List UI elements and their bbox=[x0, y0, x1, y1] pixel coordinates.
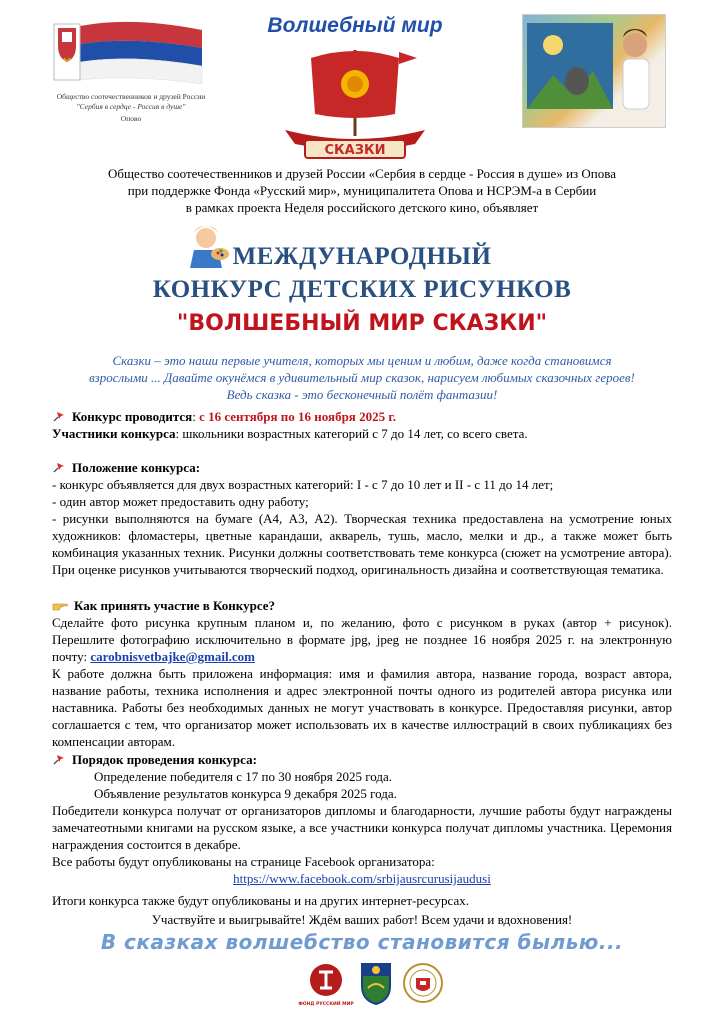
dates-line: Конкурс проводится: с 16 сентября по 16 ноября 2025 г. bbox=[52, 408, 672, 425]
pushpin-icon bbox=[52, 410, 66, 422]
intro-line-2: при поддержке Фонда «Русский мир», муниципалитета Опова и НСРЭМ-а в Сербии bbox=[127, 183, 597, 198]
logo-title: Волшебный мир bbox=[267, 14, 443, 37]
org-caption-line-2: "Сербия в сердце - Россия в душе" bbox=[76, 102, 186, 111]
dates-value: с 16 сентября по 16 ноября 2025 г. bbox=[199, 409, 397, 424]
pointing-hand-icon bbox=[52, 599, 68, 611]
heading-line-1: МЕЖДУНАРОДНЫЙ bbox=[232, 243, 492, 270]
participate-text-1: Сделайте фото рисунка крупным планом и, по желанию, фото с рисунком в руках (автор + рисунок). Перешлите фотографию исключительно в формате jpg, jpeg не позднее 16 ноября 2025 г. на электронную почту: carobnisvetbajke@gmail.com bbox=[52, 615, 672, 664]
russky-mir-fund-logo bbox=[298, 962, 354, 1008]
rules-title: Положение конкурса: bbox=[52, 459, 672, 476]
procedure-text: Победители конкурса получат от организаторов дипломы и благодарности, лучшие работы будут награждены замечатеотными книгами на русском языке, а все участники конкурса получат дипломы участника. Церемония награждения состоится в декабре. bbox=[52, 803, 672, 852]
svg-text:ФОНД РУССКИЙ МИР: ФОНД РУССКИЙ МИР bbox=[298, 1002, 354, 1007]
nsrem-seal-icon bbox=[402, 962, 444, 1004]
rules-item-2: - один автор может предоставить одну работу; bbox=[52, 494, 309, 509]
participants-value: : школьники возрастных категорий с 7 до 14 лет, со всего света. bbox=[175, 426, 528, 441]
intro-line-3: в рамках проекта Неделя российского детского кино, объявляет bbox=[185, 200, 539, 215]
participate-text-2: К работе должна быть приложена информация: имя и фамилия автора, название города, возраст автора, название работы, техника исполнения и адрес электронной почты одного из родителей автора рисунка или наставника. Работы без необходимых данных не могут участвовать в конкурсе. Предоставляя рисунки, автор соглашается с тем, что организатор может использовать их в качестве иллюстраций в своих публикациях без компенсации авторам. bbox=[52, 666, 672, 749]
procedure-title: Порядок проведения конкурса: bbox=[52, 751, 672, 768]
participants-label: Участники конкурса bbox=[52, 426, 176, 441]
email-link[interactable]: carobnisvetbajke@gmail.com bbox=[90, 649, 255, 664]
participants-line bbox=[52, 425, 672, 442]
ship-icon bbox=[275, 44, 435, 160]
participate-title: Как принять участие в Конкурсе? bbox=[52, 597, 672, 614]
quote-line-2: взрослыми ... Давайте окунёмся в удивительный мир сказок, нарисуем любимых сказочных героев! bbox=[89, 370, 635, 385]
rules-item-1: - конкурс объявляется для двух возрастных категорий: I - с 7 до 10 лет и II - с 11 до 14 лет; bbox=[52, 477, 554, 492]
org-caption-line-1: Общество соотечественников и друзей России bbox=[56, 92, 206, 101]
facebook-link[interactable]: https://www.facebook.com/srbijausrcurusijaudusi bbox=[233, 871, 491, 886]
serbia-russia-flag-icon bbox=[52, 18, 210, 86]
opovo-coat-of-arms-icon bbox=[360, 962, 392, 1006]
contest-logo bbox=[255, 14, 455, 160]
other-resources: Итоги конкурса также будут опубликованы и на других интернет-ресурсах. bbox=[52, 893, 469, 908]
org-caption-line-3: Опово bbox=[120, 114, 142, 123]
logo-banner-text: СКАЗКИ bbox=[324, 143, 386, 158]
pushpin-icon bbox=[52, 461, 66, 473]
pushpin-icon bbox=[52, 753, 66, 765]
organization-logo bbox=[52, 18, 210, 130]
photo-illustration bbox=[523, 15, 665, 127]
child-with-painting-photo bbox=[522, 14, 666, 128]
facebook-link-line bbox=[52, 870, 672, 887]
rules-item-3: - рисунки выполняются на бумаге (А4, А3, А2). Творческая техника предоставлена на усмотрение юных художников: фломастеры, цветные карандаши, акварель, тушь, масло, мелки и др., а также может быть комбинация указанных техник. Рисунки должны соответствовать теме конкурса (сюжет на усмотрение автора). При оценке рисунков учитываются творческий подход, оригинальность дизайна и соответствующая тематика. bbox=[52, 511, 672, 577]
closing-text: Участвуйте и выигрывайте! Ждём ваших работ! Всем удачи и вдохновения! bbox=[151, 912, 573, 927]
slogan: В сказках волшебство становится былью... bbox=[100, 930, 624, 954]
procedure-step-1: Определение победителя с 17 по 30 ноября 2025 года. bbox=[94, 769, 393, 784]
quote-line-1: Сказки – это наши первые учителя, которых мы ценим и любим, даже когда становимся bbox=[112, 353, 612, 368]
procedure-step-2: Объявление результатов конкурса 9 декабря 2025 года. bbox=[94, 786, 397, 801]
contest-name: "ВОЛШЕБНЫЙ МИР СКАЗКИ" bbox=[176, 311, 548, 336]
dates-label: Конкурс проводится bbox=[72, 409, 193, 424]
quote-line-3: Ведь сказка - это бесконечный полёт фантазии! bbox=[226, 387, 498, 402]
intro-line-1: Общество соотечественников и друзей России «Сербия в сердце - Россия в душе» из Опова bbox=[107, 166, 616, 181]
facebook-intro: Все работы будут опубликованы на странице Facebook организатора: bbox=[52, 854, 435, 869]
heading-line-2: КОНКУРС ДЕТСКИХ РИСУНКОВ bbox=[152, 276, 572, 303]
